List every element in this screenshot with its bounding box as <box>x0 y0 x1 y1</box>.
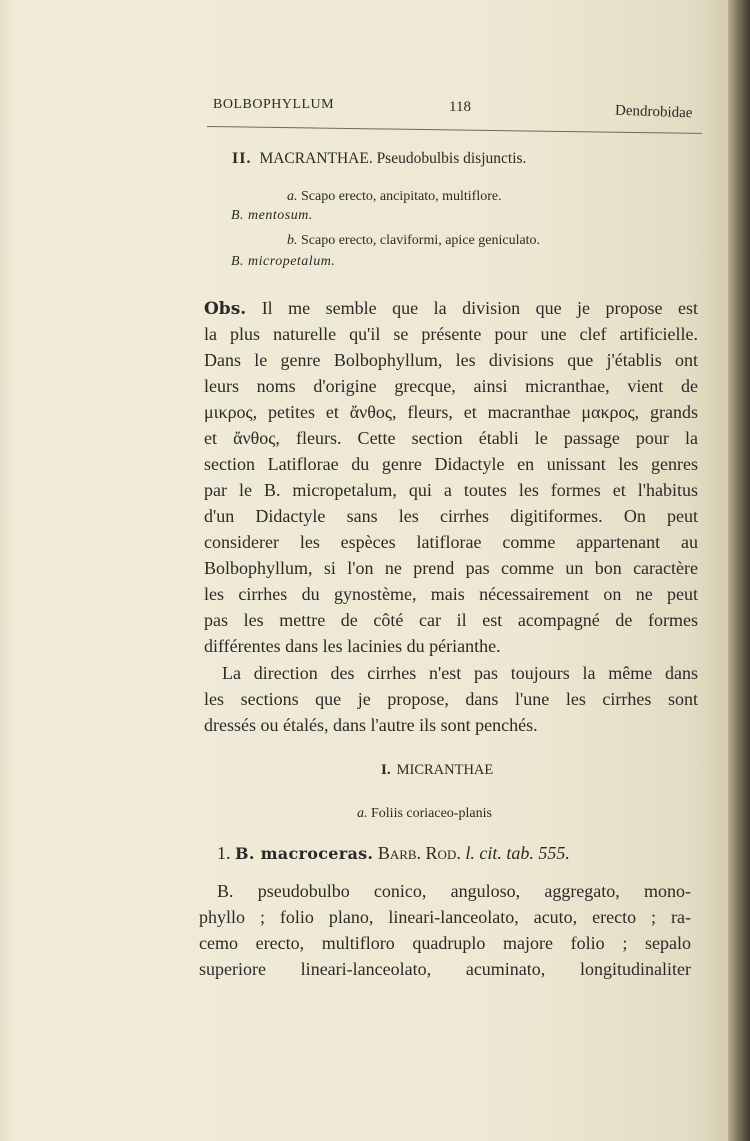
obs-line: considerer les espèces latiflorae comme appartenant au <box>204 532 698 552</box>
obs-line: et ἄνθος, fleurs. Cette section établi le passage pour la <box>204 428 698 448</box>
section-text: MACRANTHAE. Pseudobulbis disjunctis. <box>259 150 527 167</box>
key-item-b <box>287 233 540 249</box>
species-name: B. macroceras. <box>235 844 374 863</box>
species-entry-heading <box>217 843 570 864</box>
key-item-a <box>287 189 502 205</box>
page-left-edge <box>0 0 14 1141</box>
key-label: b. <box>287 233 298 248</box>
key-text: Scapo erecto, ancipitato, multiflore. <box>301 189 502 204</box>
direction-line: dressés ou étalés, dans l'autre ils sont penchés. <box>204 715 538 735</box>
direction-line: La direction des cirrhes n'est pas toujours la même dans <box>222 663 698 683</box>
obs-line: μικρος, petites et ἄνθος, fleurs, et macranthae μακρος, grands <box>204 402 698 422</box>
obs-line: Dans le genre Bolbophyllum, les divisions que j'établis ont <box>204 350 698 370</box>
direction-line: les sections que je propose, dans l'une les cirrhes sont <box>204 689 698 709</box>
header-rule <box>207 126 702 134</box>
section-numeral: I. <box>381 762 391 778</box>
obs-line: section Latiflorae du genre Didactyle en unissant les genres <box>204 454 698 474</box>
book-spine-edge <box>728 0 750 1141</box>
section-heading-micranthae <box>381 762 493 779</box>
key-text: Scapo erecto, claviformi, apice geniculato. <box>301 233 541 248</box>
obs-line: leurs noms d'origine grecque, ainsi micranthae, vient de <box>204 376 698 396</box>
species-citation: l. cit. tab. 555. <box>465 843 570 863</box>
obs-label: Obs. <box>204 299 247 319</box>
entry-number: 1. <box>217 843 231 863</box>
obs-text: Il me semble que la division que je propose est <box>261 298 699 318</box>
obs-line: d'un Didactyle sans les cirrhes digitiformes. On peut <box>204 506 698 526</box>
section-heading-macranthae <box>232 150 526 168</box>
obs-line: par le B. micropetalum, qui a toutes les formes et l'habitus <box>204 480 698 500</box>
subkey-item <box>357 806 492 822</box>
key-species-mentosum: B. mentosum. <box>231 208 313 223</box>
section-text: MICRANTHAE <box>396 762 494 778</box>
description-line: cemo erecto, multifloro quadruplo majore folio ; sepalo <box>199 933 691 953</box>
obs-line: les cirrhes du gynostème, mais nécessairement on ne peut <box>204 584 698 604</box>
obs-line: Bolbophyllum, si l'on ne prend pas comme un bon caractère <box>204 558 698 578</box>
species-author: Barb. Rod. <box>377 843 461 863</box>
key-species-micropetalum: B. micropetalum. <box>231 254 336 269</box>
obs-line: pas les mettre de côté car il est acompagné de formes <box>204 610 698 630</box>
key-label: a. <box>287 189 298 204</box>
description-line: phyllo ; folio plano, lineari-lanceolato, acuto, erecto ; ra- <box>199 907 691 927</box>
running-header-family: Dendrobidae <box>614 102 693 122</box>
description-line: superiore lineari-lanceolato, acuminato, longitudinaliter <box>199 959 691 979</box>
description-line: B. pseudobulbo conico, anguloso, aggregato, mono- <box>217 881 691 901</box>
obs-line <box>204 298 698 319</box>
page-number: 118 <box>449 99 471 115</box>
running-header-genus: BOLBOPHYLLUM <box>213 97 335 112</box>
subkey-label: a. <box>357 806 368 821</box>
section-numeral: II. <box>232 150 252 167</box>
obs-line: la plus naturelle qu'il se présente pour une clef artificielle. <box>204 324 698 344</box>
obs-line: différentes dans les lacinies du périanthe. <box>204 636 501 656</box>
subkey-text: Foliis coriaceo-planis <box>371 806 492 821</box>
